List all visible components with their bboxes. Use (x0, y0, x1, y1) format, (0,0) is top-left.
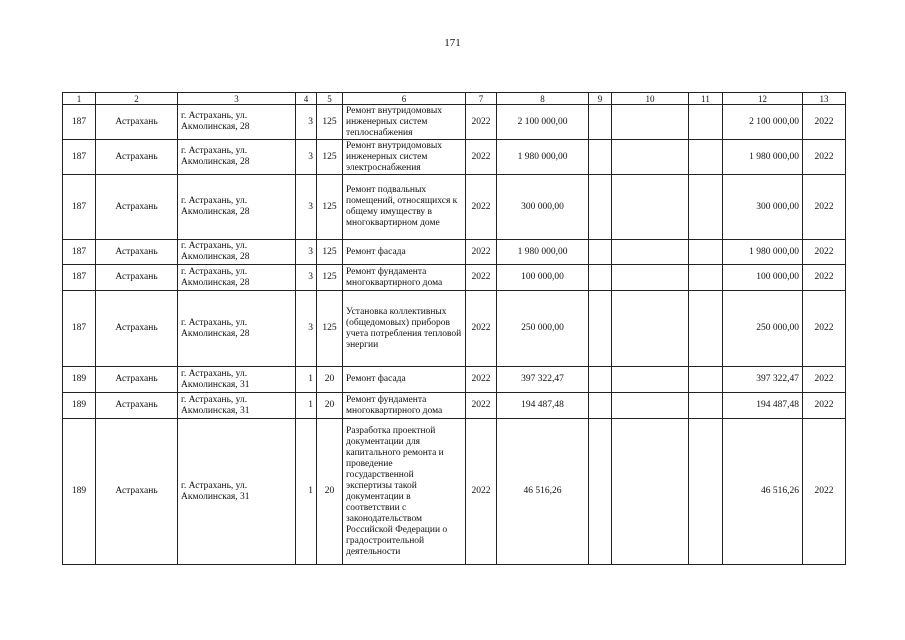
cell-col10 (612, 419, 689, 565)
cell-work-type: Ремонт внутридомовых инженерных систем теплоснабжения (343, 105, 466, 140)
cell-total-cost: 300 000,00 (497, 175, 589, 240)
cell-number: 187 (63, 140, 96, 175)
cell-col11 (689, 419, 723, 565)
cell-year: 2022 (466, 419, 497, 565)
cell-col9 (589, 393, 612, 419)
cell-floors: 3 (296, 140, 317, 175)
cell-total-cost: 250 000,00 (497, 291, 589, 367)
cell-municipality: Астрахань (96, 393, 178, 419)
cell-number: 189 (63, 419, 96, 565)
cell-number: 187 (63, 240, 96, 265)
cell-col9 (589, 175, 612, 240)
cell-year: 2022 (466, 367, 497, 393)
column-header: 13 (803, 93, 846, 105)
cell-work-type: Ремонт фундамента многоквартирного дома (343, 265, 466, 291)
cell-year: 2022 (466, 140, 497, 175)
cell-col11 (689, 175, 723, 240)
cell-work-type: Ремонт внутридомовых инженерных систем электроснабжения (343, 140, 466, 175)
cell-year: 2022 (466, 175, 497, 240)
cell-col12: 46 516,26 (723, 419, 803, 565)
cell-col10 (612, 105, 689, 140)
column-header: 9 (589, 93, 612, 105)
cell-col12: 100 000,00 (723, 265, 803, 291)
cell-col13: 2022 (803, 265, 846, 291)
cell-col5: 125 (317, 291, 343, 367)
cell-municipality: Астрахань (96, 240, 178, 265)
cell-floors: 3 (296, 240, 317, 265)
cell-work-type: Ремонт подвальных помещений, относящихся к общему имуществу в многоквартирном доме (343, 175, 466, 240)
cell-address: г. Астрахань, ул. Акмолинская, 28 (178, 175, 296, 240)
table-row (63, 393, 846, 419)
cell-floors: 1 (296, 367, 317, 393)
cell-col10 (612, 240, 689, 265)
cell-municipality: Астрахань (96, 140, 178, 175)
table-row (63, 291, 846, 367)
cell-col11 (689, 265, 723, 291)
cell-total-cost: 1 980 000,00 (497, 140, 589, 175)
cell-col5: 125 (317, 175, 343, 240)
column-header: 1 (63, 93, 96, 105)
column-header: 4 (296, 93, 317, 105)
cell-municipality: Астрахань (96, 105, 178, 140)
cell-total-cost: 194 487,48 (497, 393, 589, 419)
cell-number: 189 (63, 393, 96, 419)
cell-municipality: Астрахань (96, 419, 178, 565)
cell-address: г. Астрахань, ул. Акмолинская, 28 (178, 105, 296, 140)
cell-col12: 1 980 000,00 (723, 140, 803, 175)
cell-col9 (589, 265, 612, 291)
cell-col9 (589, 367, 612, 393)
cell-col5: 125 (317, 105, 343, 140)
cell-col9 (589, 105, 612, 140)
cell-total-cost: 397 322,47 (497, 367, 589, 393)
cell-work-type: Ремонт фасада (343, 367, 466, 393)
table-row (63, 240, 846, 265)
cell-col10 (612, 367, 689, 393)
column-header: 10 (612, 93, 689, 105)
cell-total-cost: 1 980 000,00 (497, 240, 589, 265)
cell-col12: 194 487,48 (723, 393, 803, 419)
cell-col9 (589, 291, 612, 367)
cell-col13: 2022 (803, 367, 846, 393)
column-header: 8 (497, 93, 589, 105)
cell-municipality: Астрахань (96, 175, 178, 240)
cell-year: 2022 (466, 393, 497, 419)
cell-col10 (612, 140, 689, 175)
cell-address: г. Астрахань, ул. Акмолинская, 31 (178, 419, 296, 565)
cell-col11 (689, 240, 723, 265)
table-row (63, 105, 846, 140)
cell-col11 (689, 291, 723, 367)
cell-col13: 2022 (803, 291, 846, 367)
cell-address: г. Астрахань, ул. Акмолинская, 28 (178, 265, 296, 291)
table-row (63, 175, 846, 240)
cell-number: 187 (63, 291, 96, 367)
column-header: 11 (689, 93, 723, 105)
cell-col12: 300 000,00 (723, 175, 803, 240)
cell-col5: 20 (317, 419, 343, 565)
cell-col5: 125 (317, 265, 343, 291)
cell-col13: 2022 (803, 105, 846, 140)
header-row (63, 93, 846, 105)
column-header: 5 (317, 93, 343, 105)
cell-col13: 2022 (803, 240, 846, 265)
cell-col13: 2022 (803, 140, 846, 175)
cell-year: 2022 (466, 240, 497, 265)
cell-col9 (589, 140, 612, 175)
column-header: 7 (466, 93, 497, 105)
cell-total-cost: 46 516,26 (497, 419, 589, 565)
cell-year: 2022 (466, 105, 497, 140)
cell-floors: 3 (296, 175, 317, 240)
cell-number: 187 (63, 105, 96, 140)
cell-col12: 397 322,47 (723, 367, 803, 393)
cell-col11 (689, 105, 723, 140)
column-header: 3 (178, 93, 296, 105)
cell-address: г. Астрахань, ул. Акмолинская, 31 (178, 367, 296, 393)
cell-col9 (589, 240, 612, 265)
cell-col13: 2022 (803, 419, 846, 565)
cell-col12: 1 980 000,00 (723, 240, 803, 265)
cell-col5: 20 (317, 367, 343, 393)
cell-col9 (589, 419, 612, 565)
cell-col10 (612, 265, 689, 291)
cell-col13: 2022 (803, 393, 846, 419)
cell-floors: 3 (296, 105, 317, 140)
cell-address: г. Астрахань, ул. Акмолинская, 31 (178, 393, 296, 419)
cell-work-type: Разработка проектной документации для капитального ремонта и проведение государственной экспертизы такой документации в соответствии с законодательством Российской Федерации о градостроительной деятельности (343, 419, 466, 565)
cell-col11 (689, 367, 723, 393)
cell-address: г. Астрахань, ул. Акмолинская, 28 (178, 140, 296, 175)
cell-address: г. Астрахань, ул. Акмолинская, 28 (178, 240, 296, 265)
table-row (63, 265, 846, 291)
cell-municipality: Астрахань (96, 265, 178, 291)
cell-col12: 2 100 000,00 (723, 105, 803, 140)
cell-col5: 125 (317, 240, 343, 265)
cell-col5: 20 (317, 393, 343, 419)
cell-col12: 250 000,00 (723, 291, 803, 367)
cell-col11 (689, 393, 723, 419)
cell-floors: 1 (296, 393, 317, 419)
page-number: 171 (444, 37, 461, 49)
table-row (63, 419, 846, 565)
cell-work-type: Установка коллективных (общедомовых) приборов учета потребления тепловой энергии (343, 291, 466, 367)
capital-repair-table (62, 92, 846, 565)
cell-total-cost: 2 100 000,00 (497, 105, 589, 140)
cell-work-type: Ремонт фундамента многоквартирного дома (343, 393, 466, 419)
cell-address: г. Астрахань, ул. Акмолинская, 28 (178, 291, 296, 367)
cell-municipality: Астрахань (96, 291, 178, 367)
cell-col5: 125 (317, 140, 343, 175)
column-header: 2 (96, 93, 178, 105)
cell-floors: 1 (296, 419, 317, 565)
table-row (63, 140, 846, 175)
cell-floors: 3 (296, 265, 317, 291)
cell-number: 187 (63, 175, 96, 240)
cell-number: 187 (63, 265, 96, 291)
cell-total-cost: 100 000,00 (497, 265, 589, 291)
cell-col13: 2022 (803, 175, 846, 240)
cell-col10 (612, 291, 689, 367)
column-header: 6 (343, 93, 466, 105)
cell-year: 2022 (466, 291, 497, 367)
cell-floors: 3 (296, 291, 317, 367)
cell-col11 (689, 140, 723, 175)
cell-col10 (612, 393, 689, 419)
column-header: 12 (723, 93, 803, 105)
cell-municipality: Астрахань (96, 367, 178, 393)
cell-col10 (612, 175, 689, 240)
cell-year: 2022 (466, 265, 497, 291)
cell-work-type: Ремонт фасада (343, 240, 466, 265)
table-row (63, 367, 846, 393)
cell-number: 189 (63, 367, 96, 393)
